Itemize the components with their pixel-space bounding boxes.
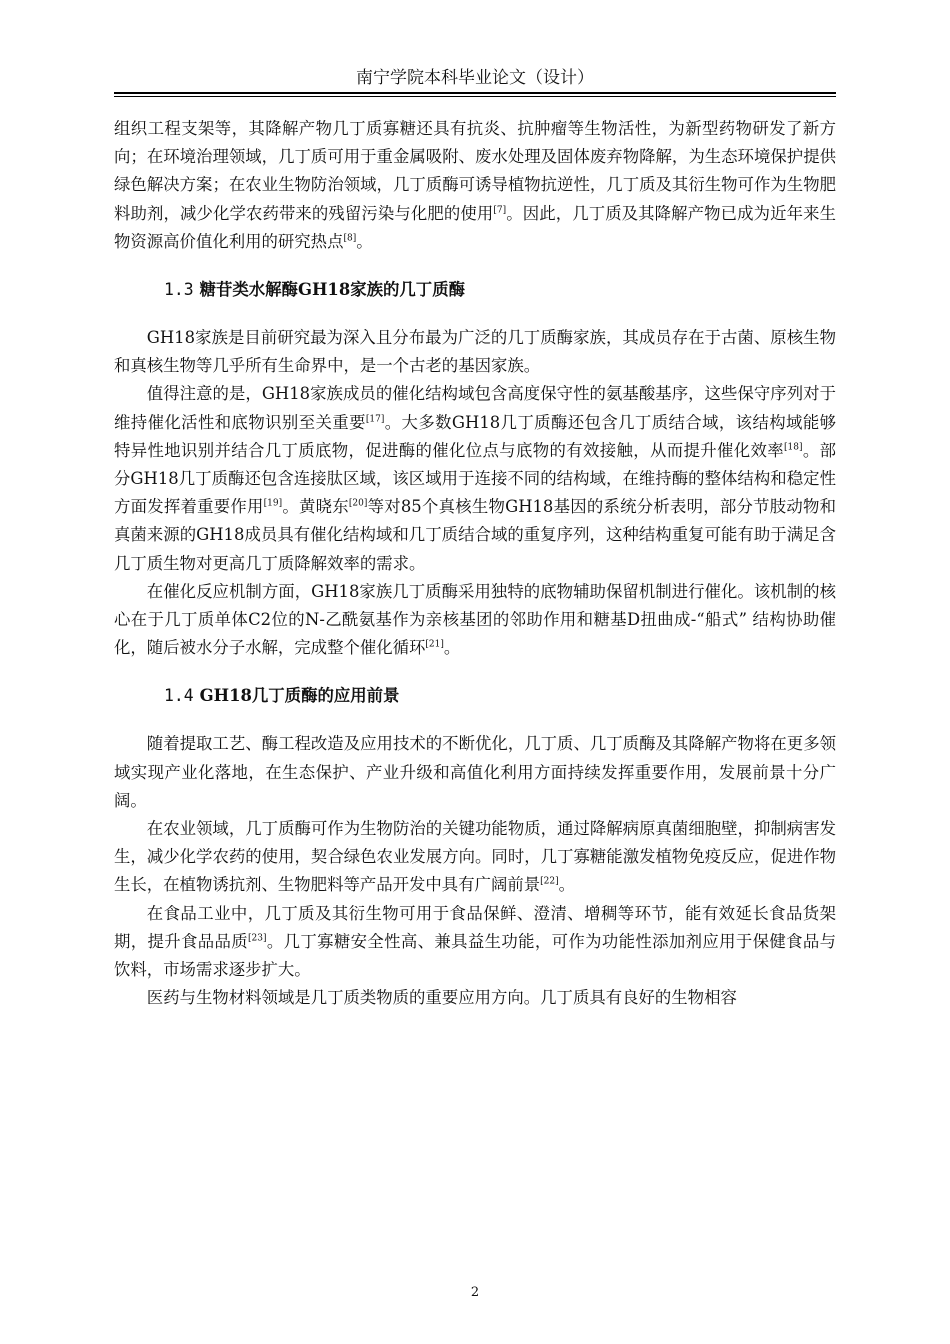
header-rule-thin — [114, 96, 836, 97]
citation: [19] — [263, 498, 283, 509]
page-number: 2 — [470, 1285, 480, 1300]
citation: [20] — [348, 498, 368, 509]
paragraph: 值得注意的是，GH18家族成员的催化结构域包含高度保守性的氨基酸基序，这些保守序列对于维持催化活性和底物识别至关重要[17]。大多数GH18几丁质酶还包含几丁质结合域，该结构域能够特异性地识别并结合几丁质底物，促进酶的催化位点与底物的有效接触，从而提升催化效率[18]。部分GH18几丁质酶还包含连接肽区域，该区域用于连接不同的结构域，在维持酶的整体结构和稳定性方面发挥着重要作用[19]。黄晓东[20]等对85个真核生物GH18基因的系统分析表明，部分节肢动物和真菌来源的GH18成员具有催化结构域和几丁质结合域的重复序列，这种结构重复可能有助于满足含几丁质生物对更高几丁质降解效率的需求。 — [114, 384, 837, 573]
citation: [18] — [784, 442, 803, 453]
running-header: 南宁学院本科毕业论文（设计） — [356, 68, 594, 88]
paragraph: GH18家族是目前研究最为深入且分布最为广泛的几丁质酶家族，其成员存在于古菌、原核生物和真核生物等几乎所有生命界中，是一个古老的基因家族。 — [114, 328, 836, 376]
body-text — [114, 115, 836, 1012]
section-heading-1-3: 1.3 糖苷类水解酶GH18家族的几丁质酶 — [164, 280, 465, 300]
paragraph: 组织工程支架等，其降解产物几丁质寡糖还具有抗炎、抗肿瘤等生物活性，为新型药物研发了新方向；在环境治理领域，几丁质可用于重金属吸附、废水处理及固体废弃物降解，为生态环境保护提供绿色解决方案；在农业生物防治领域，几丁质酶可诱导植物抗逆性，几丁质及其衍生物可作为生物肥料助剂，减少化学农药带来的残留污染与化肥的使用[7]。因此，几丁质及其降解产物已成为近年来生物资源高价值化利用的研究热点[8]。 — [114, 119, 837, 251]
paragraph: 在农业领域，几丁质酶可作为生物防治的关键功能物质，通过降解病原真菌细胞壁，抑制病害发生，减少化学农药的使用，契合绿色农业发展方向。同时，几丁寡糖能激发植物免疫反应，促进作物生长，在植物诱抗剂、生物肥料等产品开发中具有广阔前景[22]。 — [114, 819, 836, 895]
paragraph: 在食品工业中，几丁质及其衍生物可用于食品保鲜、澄清、增稠等环节，能有效延长食品货架期，提升食品品质[23]。几丁寡糖安全性高、兼具益生功能，可作为功能性添加剂应用于保健食品与饮料，市场需求逐步扩大。 — [114, 903, 837, 980]
citation: [8] — [343, 233, 357, 244]
paragraph: 医药与生物材料领域是几丁质类物质的重要应用方向。几丁质具有良好的生物相容 — [146, 988, 737, 1008]
citation: [17] — [365, 414, 385, 425]
citation: [21] — [425, 639, 444, 650]
paragraph: 随着提取工艺、酶工程改造及应用技术的不断优化，几丁质、几丁质酶及其降解产物将在更多领域实现产业化落地，在生态保护、产业升级和高值化利用方面持续发挥重要作用，发展前景十分广阔。 — [114, 734, 836, 810]
paragraph: 在催化反应机制方面，GH18家族几丁质酶采用独特的底物辅助保留机制进行催化。该机制的核心在于几丁质单体C2位的N-乙酰氨基作为亲核基团的邻助作用和糖基D扭曲成-“船式” 结构协助催化，随后被水分子水解，完成整个催化循环[21]。 — [114, 581, 836, 658]
citation: [22] — [540, 877, 559, 887]
header-rule-thick — [114, 92, 836, 94]
citation: [7] — [493, 205, 507, 216]
citation: [23] — [248, 933, 267, 944]
section-heading-1-4: 1.4 GH18几丁质酶的应用前景 — [164, 686, 400, 706]
